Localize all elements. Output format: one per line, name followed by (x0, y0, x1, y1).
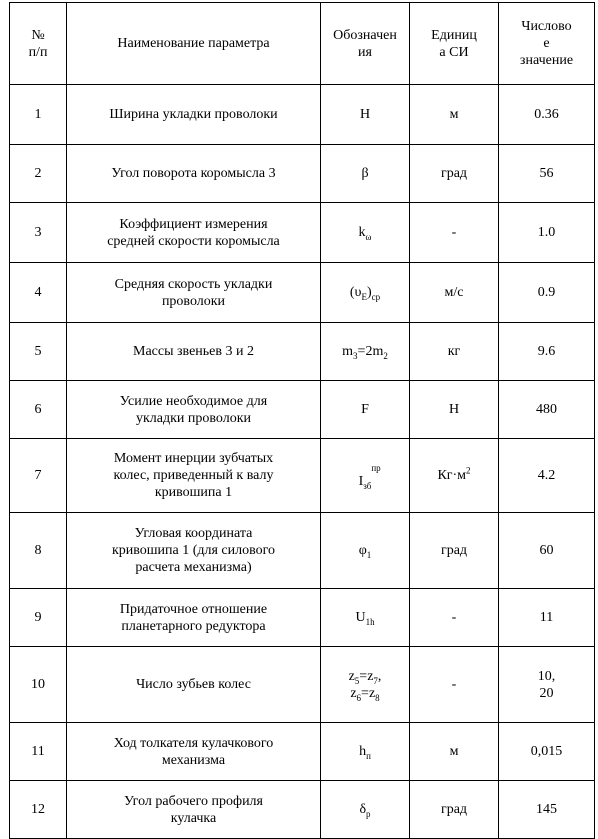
designation-base: z (348, 668, 355, 684)
designation-sub: ω (365, 231, 372, 242)
row-designation: F (321, 381, 410, 439)
designation-base: =z (361, 685, 376, 701)
designation-sub: 1 (366, 549, 372, 560)
row-unit: м (410, 723, 499, 781)
row-num: 8 (10, 513, 67, 589)
row-num: 1 (10, 85, 67, 145)
unit-base: Кг·м (437, 468, 467, 483)
table-header-row (10, 3, 595, 85)
row-designation (321, 203, 410, 263)
header-num: № п/п (10, 3, 67, 85)
designation-sub: п (366, 750, 371, 761)
row-value: 480 (499, 381, 595, 439)
table-row (10, 781, 595, 839)
row-num: 7 (10, 439, 67, 513)
designation-line (325, 668, 405, 685)
row-designation (321, 723, 410, 781)
table-row (10, 723, 595, 781)
table-row (10, 263, 595, 323)
header-name: Наименование параметра (67, 3, 321, 85)
row-value: 10, 20 (499, 647, 595, 723)
designation-sub: 5 (354, 675, 360, 686)
designation-sub: зб (363, 480, 372, 491)
designation-paren: ) (366, 285, 372, 300)
table-row (10, 145, 595, 203)
row-value: 1.0 (499, 203, 595, 263)
table-row (10, 589, 595, 647)
row-designation (321, 781, 410, 839)
designation-sub: 2 (383, 350, 388, 361)
row-name: Момент инерции зубчатых колес, приведенный к валу кривошипа 1 (67, 439, 321, 513)
designation-sub: 1h (365, 616, 375, 627)
designation-sub: р (366, 808, 371, 819)
row-unit: Н (410, 381, 499, 439)
designation-base: I (358, 474, 364, 489)
table-row (10, 381, 595, 439)
designation-sub: 6 (356, 692, 362, 703)
row-num: 9 (10, 589, 67, 647)
row-designation (321, 439, 410, 513)
designation-base: z (350, 685, 357, 701)
designation-base: U (355, 610, 366, 625)
designation-base: m (342, 344, 354, 359)
row-value: 0.36 (499, 85, 595, 145)
row-num: 2 (10, 145, 67, 203)
table-row (10, 513, 595, 589)
row-value: 0,015 (499, 723, 595, 781)
row-num: 10 (10, 647, 67, 723)
designation-sup: пр (371, 463, 381, 473)
row-num: 11 (10, 723, 67, 781)
designation-sub: cp (371, 291, 381, 302)
row-value: 56 (499, 145, 595, 203)
parameters-table (9, 2, 595, 839)
row-unit: град (410, 781, 499, 839)
row-designation: H (321, 85, 410, 145)
designation-base: =z (359, 668, 374, 684)
row-designation (321, 513, 410, 589)
row-name: Число зубьев колес (67, 647, 321, 723)
row-name: Массы звеньев 3 и 2 (67, 323, 321, 381)
row-value: 0.9 (499, 263, 595, 323)
table-row (10, 85, 595, 145)
row-num: 5 (10, 323, 67, 381)
designation-sub: E (361, 291, 367, 302)
header-designation: Обозначен ия (321, 3, 410, 85)
row-designation (321, 647, 410, 723)
row-num: 4 (10, 263, 67, 323)
row-value: 11 (499, 589, 595, 647)
row-unit: кг (410, 323, 499, 381)
designation-base: φ (358, 543, 367, 558)
row-unit: - (410, 203, 499, 263)
row-name: Ширина укладки проволоки (67, 85, 321, 145)
row-unit: м/с (410, 263, 499, 323)
row-name: Угол поворота коромысла 3 (67, 145, 321, 203)
designation-sub: 7 (373, 675, 378, 686)
table-row (10, 203, 595, 263)
row-name: Ход толкателя кулачкового механизма (67, 723, 321, 781)
row-num: 3 (10, 203, 67, 263)
row-unit: град (410, 513, 499, 589)
header-value: Числово е значение (499, 3, 595, 85)
designation-base: (υ (349, 285, 362, 300)
row-unit (410, 439, 499, 513)
row-designation (321, 589, 410, 647)
row-name: Угол рабочего профиля кулачка (67, 781, 321, 839)
row-unit: м (410, 85, 499, 145)
row-name: Угловая координата кривошипа 1 (для силового расчета механизма) (67, 513, 321, 589)
row-value: 9.6 (499, 323, 595, 381)
row-designation (321, 323, 410, 381)
row-name: Усилие необходимое для укладки проволоки (67, 381, 321, 439)
row-name: Средняя скорость укладки проволоки (67, 263, 321, 323)
row-value: 60 (499, 513, 595, 589)
designation-base: =2m (357, 344, 384, 359)
designation-sub: 8 (375, 692, 380, 703)
row-unit: - (410, 589, 499, 647)
designation-sub: 3 (353, 350, 358, 361)
row-designation (321, 263, 410, 323)
designation-line (325, 685, 405, 702)
row-designation: β (321, 145, 410, 203)
table-row (10, 439, 595, 513)
designation-base: h (359, 744, 367, 759)
designation-base: k (358, 225, 366, 240)
header-unit: Единиц а СИ (410, 3, 499, 85)
designation-base: δ (359, 802, 367, 817)
row-num: 6 (10, 381, 67, 439)
designation-comma: , (377, 668, 382, 684)
row-unit: - (410, 647, 499, 723)
table-row (10, 323, 595, 381)
row-value: 145 (499, 781, 595, 839)
unit-sup: 2 (466, 465, 471, 476)
row-unit: град (410, 145, 499, 203)
row-value: 4.2 (499, 439, 595, 513)
row-name: Придаточное отношение планетарного редуктора (67, 589, 321, 647)
table-row (10, 647, 595, 723)
row-num: 12 (10, 781, 67, 839)
row-name: Коэффициент измерения средней скорости коромысла (67, 203, 321, 263)
